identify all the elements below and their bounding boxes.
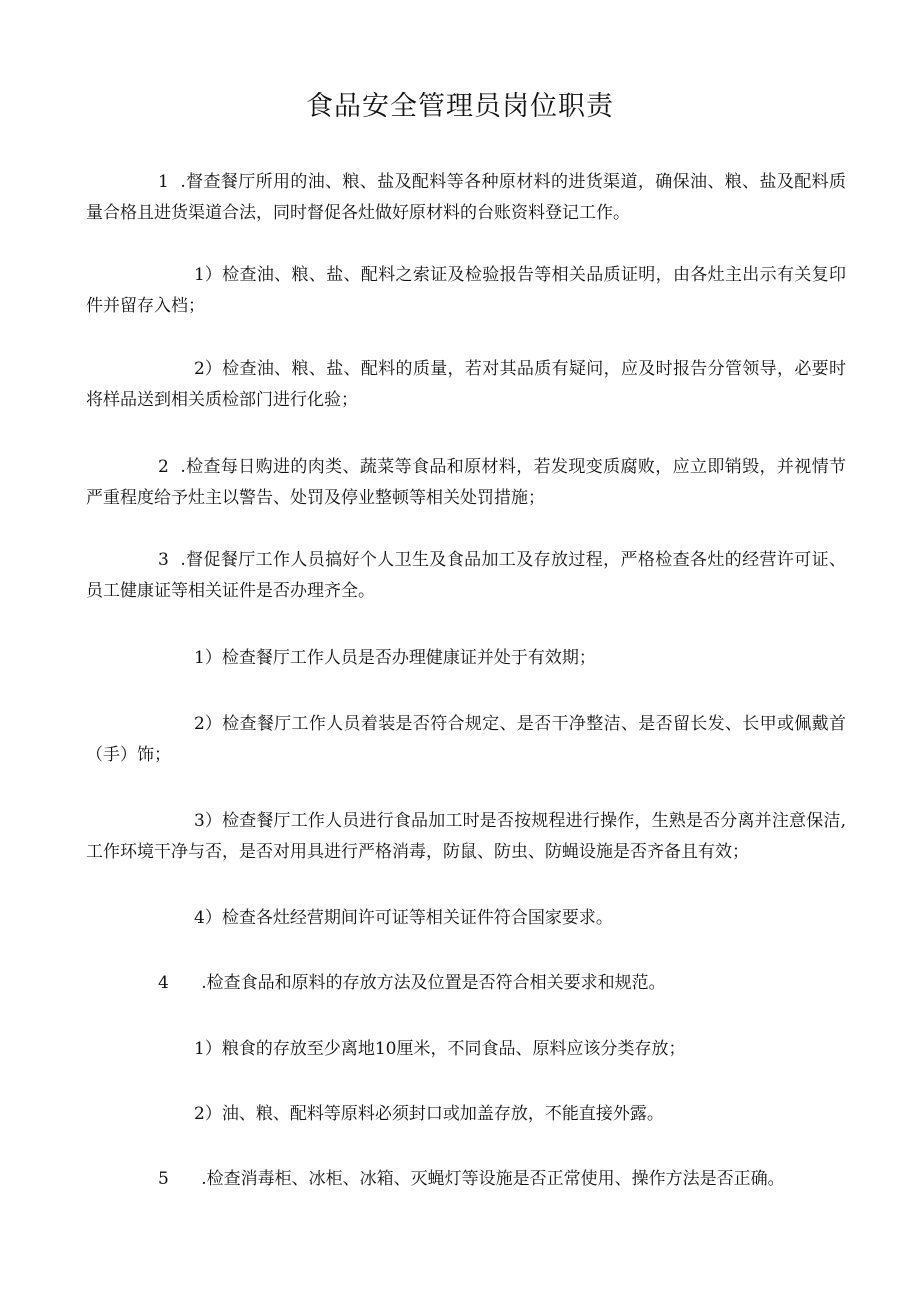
item-5 xyxy=(86,1164,846,1195)
item-1 xyxy=(86,167,846,229)
item-text: .检查消毒柜、冰柜、冰箱、灭蝇灯等设施是否正常使用、操作方法是否正确。 xyxy=(201,1169,785,1189)
subitem-4-1 xyxy=(86,1034,846,1065)
item-number: 1 xyxy=(158,172,169,192)
item-text: .督促餐厅工作人员搞好个人卫生及食品加工及存放过程，严格检查各灶的经营许可证、员工健康证等相关证件是否办理齐全。 xyxy=(86,550,846,601)
item-number: 3 xyxy=(158,550,169,570)
item-number: 2） xyxy=(194,714,222,734)
item-number: 5 xyxy=(158,1169,169,1189)
item-2 xyxy=(86,452,846,514)
subitem-3-4 xyxy=(86,903,846,934)
item-number: 2 xyxy=(158,457,169,477)
item-number: 2） xyxy=(194,359,222,379)
item-number: 1） xyxy=(194,648,222,668)
item-text: 粮食的存放至少离地10厘米，不同食品、原料应该分类存放； xyxy=(221,1039,686,1059)
item-text: 油、粮、配料等原料必须封口或加盖存放，不能直接外露。 xyxy=(221,1104,664,1124)
item-3 xyxy=(86,545,846,607)
item-number: 4） xyxy=(194,908,222,928)
subitem-1-2 xyxy=(86,354,846,416)
item-text: .检查食品和原料的存放方法及位置是否符合相关要求和规范。 xyxy=(201,973,666,993)
subitem-1-1 xyxy=(86,260,846,322)
item-number: 1） xyxy=(194,1039,222,1059)
subitem-4-2 xyxy=(86,1099,846,1130)
item-text: .检查每日购进的肉类、蔬菜等食品和原材料，若发现变质腐败，应立即销毁，并视情节严重程度给予灶主以警告、处罚及停业整顿等相关处罚措施； xyxy=(86,457,846,508)
document-title: 食品安全管理员岗位职责 xyxy=(306,91,614,122)
item-text: 检查餐厅工作人员着装是否符合规定、是否干净整洁、是否留长发、长甲或佩戴首（手）饰； xyxy=(86,714,846,765)
subitem-3-1 xyxy=(86,643,846,674)
subitem-3-2 xyxy=(86,709,846,771)
item-text: .督查餐厅所用的油、粮、盐及配料等各种原材料的进货渠道，确保油、粮、盐及配料质量合格且进货渠道合法，同时督促各灶做好原材料的台账资料登记工作。 xyxy=(86,172,846,223)
item-text: 检查油、粮、盐、配料的质量，若对其品质有疑问，应及时报告分管领导，必要时将样品送到相关质检部门进行化验； xyxy=(86,359,846,410)
item-text: 检查油、粮、盐、配料之索证及检验报告等相关品质证明，由各灶主出示有关复印件并留存入档； xyxy=(86,265,846,316)
subitem-3-3 xyxy=(86,806,846,868)
item-4 xyxy=(86,968,846,999)
item-text: 检查餐厅工作人员进行食品加工时是否按规程进行操作，生熟是否分离并注意保洁,工作环境干净与否，是否对用具进行严格消毒，防鼠、防虫、防蝇设施是否齐备且有效； xyxy=(86,811,846,862)
item-number: 1） xyxy=(194,265,222,285)
item-number: 4 xyxy=(158,973,169,993)
item-text: 检查各灶经营期间许可证等相关证件符合国家要求。 xyxy=(221,908,613,928)
item-number: 2） xyxy=(194,1104,222,1124)
item-number: 3） xyxy=(194,811,222,831)
item-text: 检查餐厅工作人员是否办理健康证并处于有效期； xyxy=(221,648,596,668)
